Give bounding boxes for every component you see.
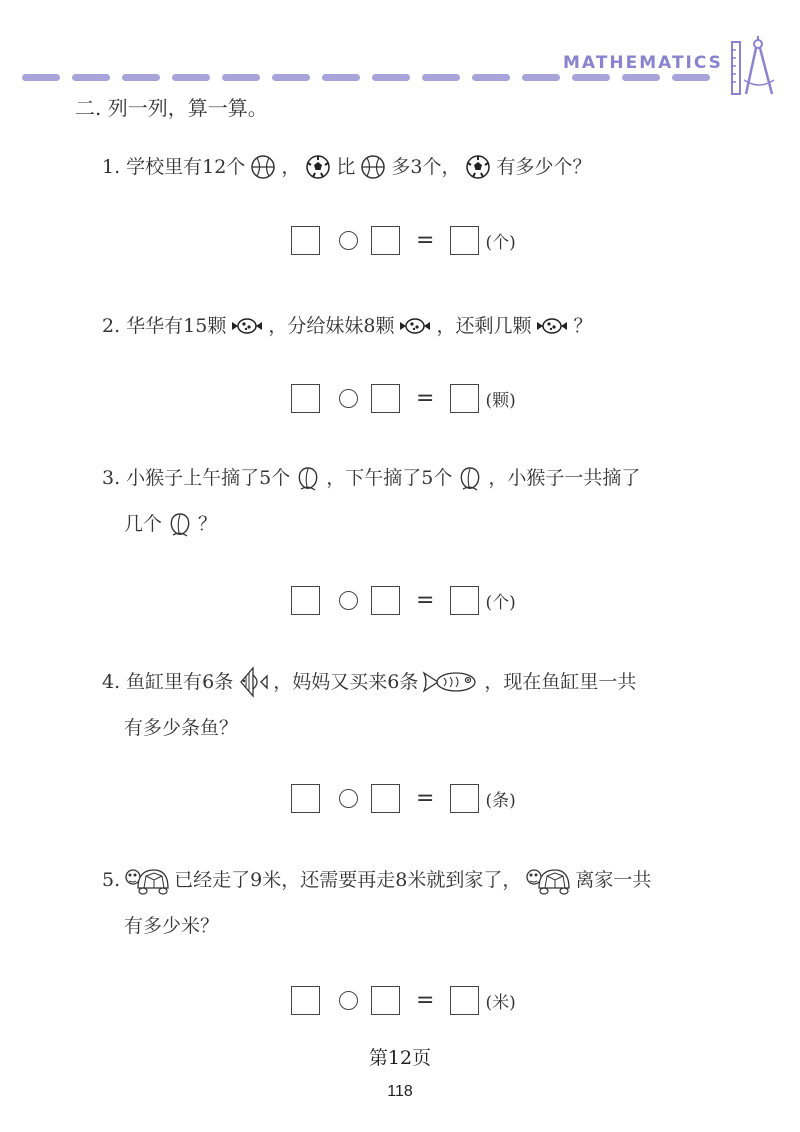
equals-sign: = [416,227,435,253]
operator-circle[interactable] [339,231,358,250]
answer-box-result[interactable] [450,784,479,813]
answer-box-result[interactable] [450,384,479,413]
answer-unit: (米) [485,992,516,1013]
question-4: 4. 鱼缸里有6条 ，妈妈又买来6条 ，现在鱼缸里一共 有多少条鱼？ [102,659,636,751]
answer-box-operand-2[interactable] [371,586,400,615]
answer-unit: (个) [485,232,516,253]
candy-icon [230,314,264,338]
answer-box-operand-2[interactable] [371,226,400,255]
peach-icon [166,509,194,539]
answer-row-5 [291,984,516,1016]
answer-row-3 [291,584,516,616]
question-2: 2. 华华有15颗 ，分给妹妹8颗 ，还剩几颗 ？ [102,315,593,337]
operator-circle[interactable] [339,591,358,610]
soccer-ball-icon [304,153,332,181]
candy-icon [535,314,569,338]
question-3: 3. 小猴子上午摘了5个 ，下午摘了5个 ，小猴子一共摘了 几个 ？ [102,455,640,547]
equals-sign: = [416,587,435,613]
answer-unit: (条) [485,790,516,811]
answer-box-operand-1[interactable] [291,384,320,413]
answer-box-operand-1[interactable] [291,784,320,813]
equals-sign: = [416,385,435,411]
header-dash-line [22,74,712,81]
answer-row-4 [291,782,516,814]
angelfish-icon [237,665,269,699]
page-label: 第12页 [368,1047,432,1069]
turtle-icon [124,864,170,896]
basketball-icon [359,153,387,181]
question-5: 5. 已经走了9米，还需要再走8米就到家了， 离家一共 有多少米？ [102,857,651,949]
equals-sign: = [416,785,435,811]
answer-box-result[interactable] [450,986,479,1015]
answer-box-result[interactable] [450,226,479,255]
operator-circle[interactable] [339,389,358,408]
peach-icon [456,463,484,493]
goldfish-icon [422,669,480,695]
soccer-ball-icon [464,153,492,181]
answer-box-result[interactable] [450,586,479,615]
compass-ruler-icon [730,36,776,98]
answer-box-operand-1[interactable] [291,226,320,255]
operator-circle[interactable] [339,789,358,808]
operator-circle[interactable] [339,991,358,1010]
page-number: 118 [387,1083,413,1100]
question-1: 1. 学校里有12个 ， 比 多3个， 有多少个？ [102,144,592,190]
answer-box-operand-2[interactable] [371,784,400,813]
peach-icon [294,463,322,493]
brand-title: MATHEMATICS [563,53,723,73]
answer-box-operand-2[interactable] [371,986,400,1015]
turtle-icon [525,864,571,896]
answer-unit: (颗) [485,390,516,411]
section-title: 二. 列一列，算一算。 [75,96,268,120]
answer-row-2 [291,382,516,414]
candy-icon [398,314,432,338]
answer-row-1 [291,224,516,256]
answer-box-operand-1[interactable] [291,986,320,1015]
answer-box-operand-1[interactable] [291,586,320,615]
answer-unit: (个) [485,592,516,613]
equals-sign: = [416,987,435,1013]
basketball-icon [249,153,277,181]
answer-box-operand-2[interactable] [371,384,400,413]
